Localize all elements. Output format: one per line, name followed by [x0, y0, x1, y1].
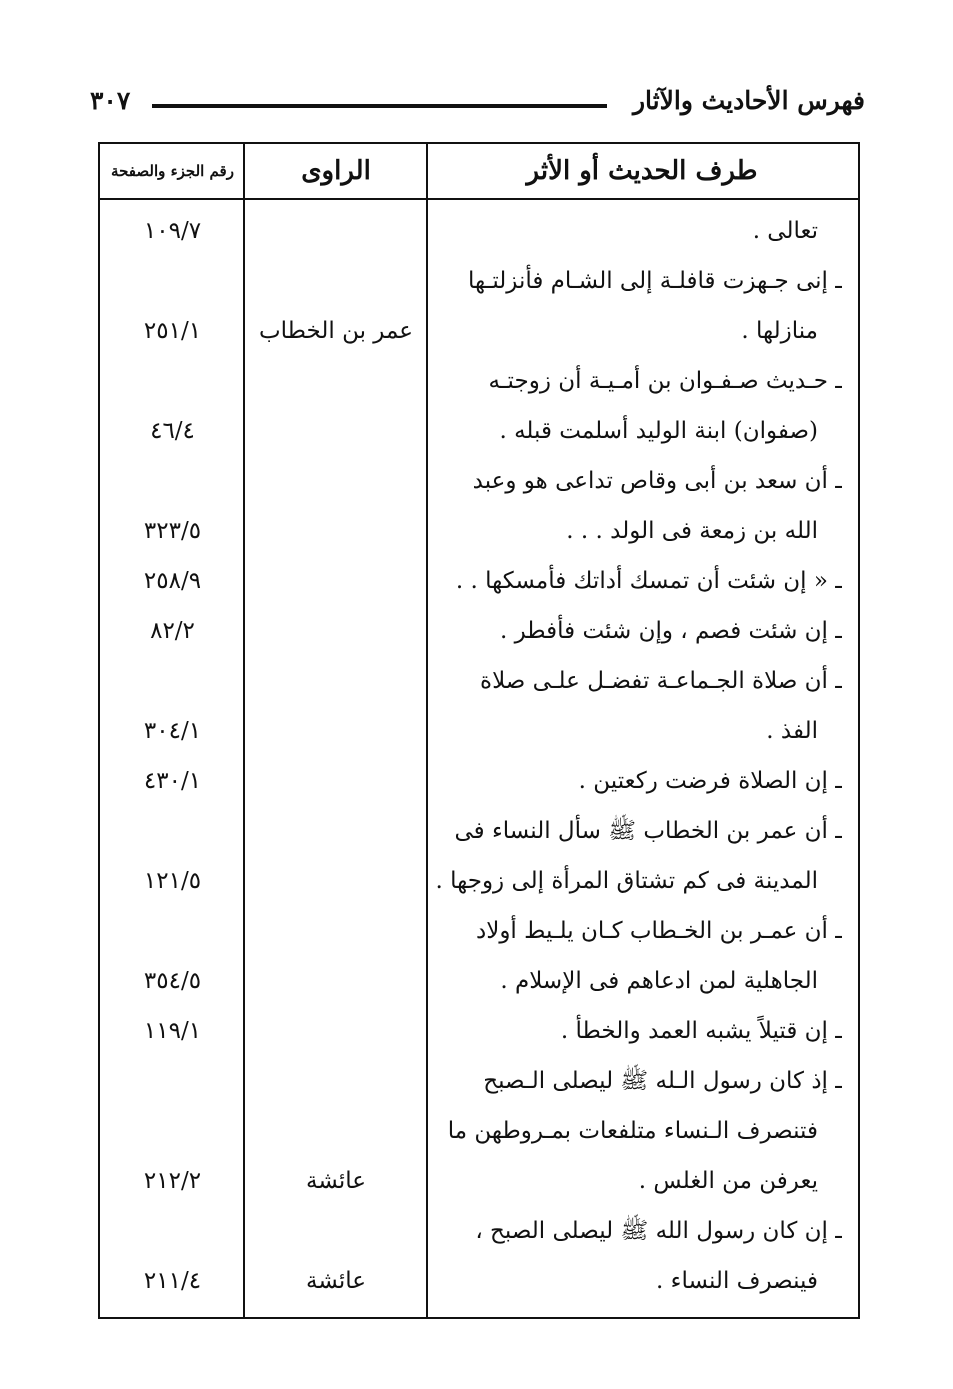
reference-cell: ٢٥٨/٩: [143, 568, 202, 594]
page-title: فهرس الأحاديث والآثار: [632, 86, 865, 115]
reference-cell: ٣٠٤/١: [143, 718, 202, 744]
hadith-line: الفذ .: [766, 718, 818, 744]
hadith-line: (صفوان) ابنة الوليد أسلمت قبله .: [499, 418, 818, 444]
page-number: ٣٠٧: [90, 86, 131, 115]
narrator-cell: عائشة: [306, 1268, 366, 1294]
hadith-line: ـ أن عمـر بن الخـطاب كـان يلـيط أولاد: [475, 918, 842, 944]
hadith-line: ـ أن سعد بن أبى وقاص تداعى هو وعبد: [472, 468, 842, 494]
hadith-index-table: [98, 142, 860, 1319]
header-rule: [152, 104, 607, 108]
reference-cell: ٤٣٠/١: [143, 768, 202, 794]
reference-cell: ٢٥١/١: [143, 318, 202, 344]
narrator-cell: عائشة: [306, 1168, 366, 1194]
hadith-line: ـ أن صلاة الجـماعـة تفضـل علـى صلاة: [480, 668, 842, 694]
hadith-line: الله بن زمعة فى الولد . . .: [566, 518, 818, 544]
hadith-line: ـ إن الصلاة فرضت ركعتين .: [578, 768, 842, 794]
hadith-line: منازلها .: [741, 318, 818, 344]
hadith-line: ـ أن عمر بن الخطاب ﷺ سأل النساء فى: [454, 818, 842, 844]
hadith-line: ـ إنى جـهزت قافلـة إلى الشـام فأنزلتـها: [467, 268, 842, 294]
reference-cell: ١٠٩/٧: [143, 218, 202, 244]
hadith-line: ـ إذ كان رسول الـله ﷺ ليصلى الـصبح: [483, 1068, 842, 1094]
hadith-line: ـ إن شئت فصم ، وإن شئت فأفطر .: [499, 618, 842, 644]
hadith-line: ـ حـديث صـفـوان بن أمـيـة أن زوجتـه: [488, 368, 842, 394]
header-row-rule: [100, 198, 858, 200]
hadith-line: يعرفن من الغلس .: [638, 1168, 818, 1194]
hadith-line: ـ إن كان رسول الله ﷺ ليصلى الصبح ،: [475, 1218, 842, 1244]
column-header-narrator: الراوى: [301, 156, 371, 186]
hadith-line: تعالى .: [752, 218, 818, 244]
reference-cell: ٤٦/٤: [150, 418, 195, 444]
hadith-line: ـ إن قتيلاً يشبه العمد والخطأ .: [560, 1018, 842, 1044]
reference-cell: ٢١٢/٢: [143, 1168, 202, 1194]
hadith-line: ـ « إن شئت أن تمسك أداتك فأمسكها . .: [455, 568, 842, 594]
hadith-line: الجاهلية لمن ادعاهم فى الإسلام .: [500, 968, 818, 994]
reference-cell: ٣٥٤/٥: [143, 968, 202, 994]
page-header: [90, 82, 865, 126]
reference-cell: ١١٩/١: [143, 1018, 202, 1044]
reference-cell: ٨٢/٢: [150, 618, 195, 644]
hadith-line: المدينة فى كم تشتاق المرأة إلى زوجها .: [435, 868, 818, 894]
reference-cell: ٣٢٣/٥: [143, 518, 202, 544]
hadith-line: فينصرف النساء .: [656, 1268, 818, 1294]
narrator-cell: عمر بن الخطاب: [258, 318, 413, 344]
column-header-text: طرف الحديث أو الأثر: [526, 156, 758, 186]
reference-cell: ٢١١/٤: [143, 1268, 202, 1294]
reference-cell: ١٢١/٥: [143, 868, 202, 894]
column-header-ref: رقم الجزء والصفحة: [111, 162, 234, 180]
hadith-line: فتنصرف الـنساء متلفعات بمـروطهن ما: [447, 1118, 818, 1144]
